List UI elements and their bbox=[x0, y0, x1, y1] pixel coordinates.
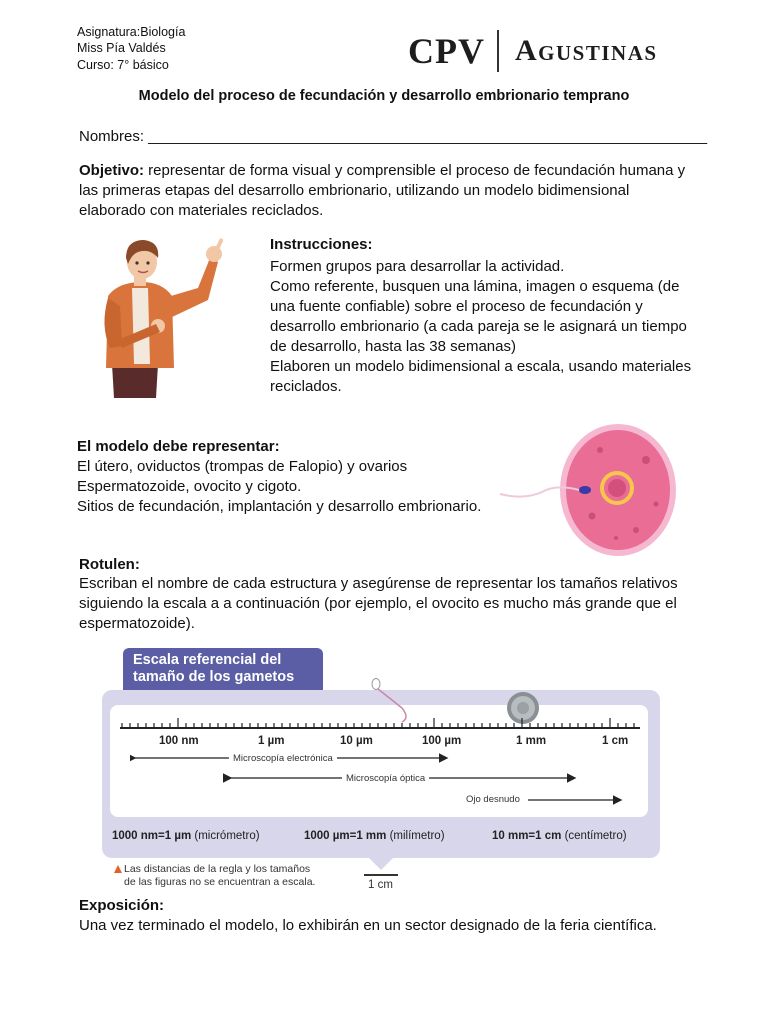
range-optical-microscopy: Microscopía óptica bbox=[342, 773, 429, 784]
equivalence-nm-um bbox=[112, 830, 260, 842]
model-line-3: Sitios de fecundación, implantación y desarrollo embrionario. bbox=[77, 498, 482, 515]
objective-text: representar de forma visual y comprensible el proceso de fecundación humana y las primeras etapas del desarrollo embrionario, utilizando un modelo bidimensional elaborado con materiales reciclados. bbox=[79, 162, 686, 219]
scale-note-line-2: de las figuras no se encuentran a escala. bbox=[124, 876, 316, 888]
scale-title-line-2: tamaño de los gametos bbox=[133, 669, 295, 685]
labels-text: Escriban el nombre de cada estructura y asegúrense de representar los tamaños relativos siguiendo la escala a a continuación (por ejemplo, el ovocito es mucho más grande que el espermatozoide). bbox=[79, 575, 678, 632]
exposition-heading: Exposición: bbox=[79, 897, 165, 914]
labels-heading: Rotulen: bbox=[79, 556, 140, 573]
model-line-1: El útero, oviductos (trompas de Falopio) y ovarios bbox=[77, 458, 408, 475]
instructions-line-2: Como referente, busquen una lámina, imagen o esquema (de una fuente confiable) sobre el proceso de fecundación y desarrollo embrionario (a cada pareja se le asignará un tiempo de desarrollo, hasta las 38 semanas) bbox=[270, 278, 687, 355]
equivalence-1-unit: (micrómetro) bbox=[191, 830, 260, 842]
logo-divider bbox=[497, 30, 499, 72]
objective-paragraph bbox=[79, 161, 689, 221]
tick-label-1mm: 1 mm bbox=[516, 735, 547, 747]
teacher-line: Miss Pía Valdés bbox=[77, 41, 166, 55]
equivalence-3-unit: (centímetro) bbox=[561, 830, 627, 842]
tick-label-100nm: 100 nm bbox=[159, 735, 199, 747]
warning-triangle-icon bbox=[113, 864, 123, 874]
teacher-pointing-illustration bbox=[98, 236, 228, 400]
tick-label-1cm: 1 cm bbox=[602, 735, 629, 747]
logo-cpv: CPV bbox=[408, 31, 485, 71]
panel-pointer bbox=[368, 857, 394, 871]
tick-label-10um: 10 µm bbox=[340, 735, 373, 747]
equivalence-1-bold: 1000 nm=1 µm bbox=[112, 830, 192, 842]
equivalence-um-mm bbox=[304, 830, 445, 842]
equivalence-2-unit: (milímetro) bbox=[386, 830, 445, 842]
instructions-heading: Instrucciones: bbox=[270, 236, 373, 253]
range-electron-microscopy: Microscopía electrónica bbox=[229, 753, 337, 764]
scale-note bbox=[124, 863, 315, 889]
ruler-reference-label: 1 cm bbox=[368, 879, 393, 891]
objective-label: Objetivo: bbox=[79, 162, 145, 179]
instructions-line-3: Elaboren un modelo bidimensional a escala, usando materiales reciclados. bbox=[270, 358, 692, 395]
equivalence-3-bold: 10 mm=1 cm bbox=[492, 830, 562, 842]
tick-label-1um: 1 µm bbox=[258, 735, 285, 747]
scale-note-line-1: Las distancias de la regla y los tamaños bbox=[124, 863, 311, 875]
range-naked-eye: Ojo desnudo bbox=[462, 794, 524, 805]
school-logo bbox=[408, 30, 658, 72]
equivalence-mm-cm bbox=[492, 830, 627, 842]
page-title: Modelo del proceso de fecundación y desarrollo embrionario temprano bbox=[138, 88, 630, 104]
model-line-2: Espermatozoide, ovocito y cigoto. bbox=[77, 478, 302, 495]
scale-ruler bbox=[110, 672, 650, 736]
instructions-line-1: Formen grupos para desarrollar la actividad. bbox=[270, 258, 565, 275]
equivalence-2-bold: 1000 µm=1 mm bbox=[304, 830, 387, 842]
model-heading: El modelo debe representar: bbox=[77, 438, 280, 455]
scale-title-line-1: Escala referencial del bbox=[133, 652, 282, 668]
subject-line: Asignatura:Biología bbox=[77, 25, 186, 39]
ruler-reference-line bbox=[364, 874, 398, 876]
fertilization-egg-illustration bbox=[496, 420, 680, 560]
logo-agustinas: Agustinas bbox=[515, 34, 658, 67]
tick-label-100um: 100 µm bbox=[422, 735, 462, 747]
course-line: Curso: 7° básico bbox=[77, 58, 169, 72]
names-field[interactable]: Nombres: ___________________________________________________________________ bbox=[79, 128, 708, 145]
exposition-text: Una vez terminado el modelo, lo exhibirán en un sector designado de la feria científica. bbox=[79, 917, 657, 934]
